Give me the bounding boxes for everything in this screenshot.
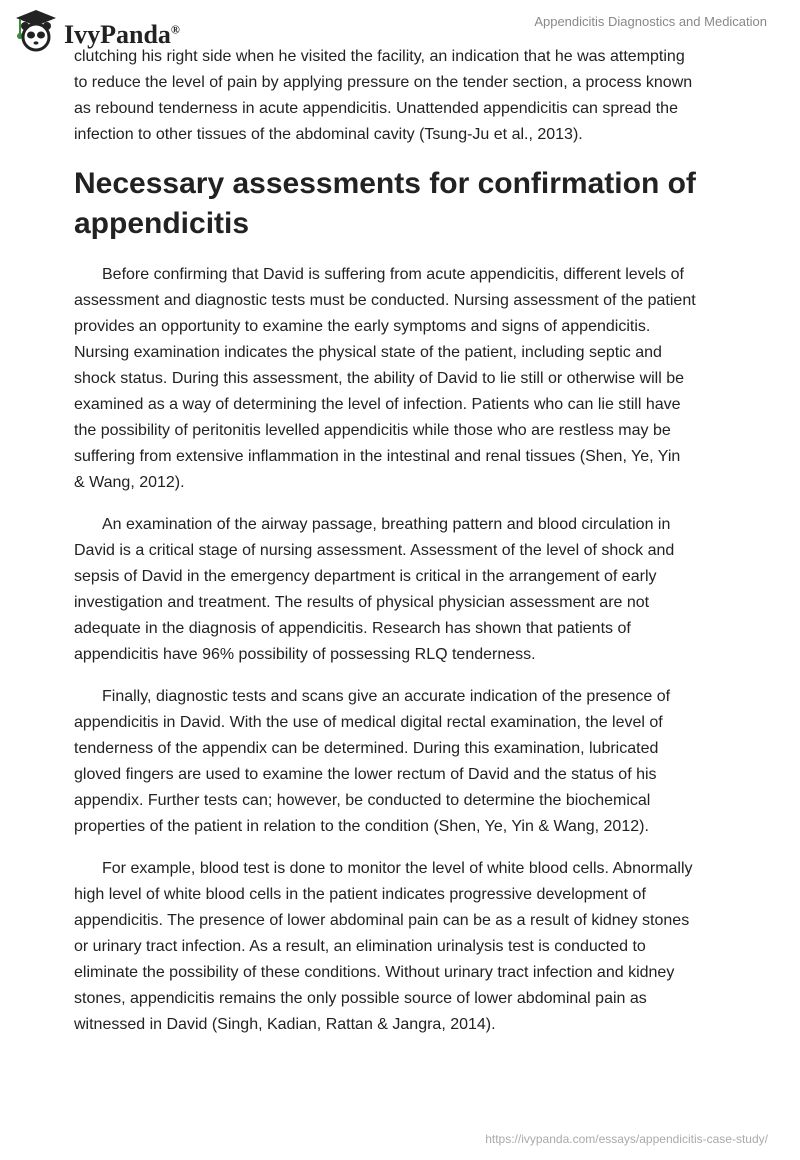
heading-line: appendicitis: [74, 207, 250, 240]
paragraph: [74, 44, 754, 148]
text-line: appendix. Further tests can; however, be conducted to determine the biochemical: [74, 792, 651, 809]
text-line: witnessed in David (Singh, Kadian, Rattan & Jangra, 2014).: [74, 1016, 496, 1033]
text-line: high level of white blood cells in the patient indicates progressive development of: [74, 886, 646, 903]
text-line: sepsis of David in the emergency department is critical in the arrangement of early: [74, 568, 657, 585]
text-line: or urinary tract infection. As a result, an elimination urinalysis test is conducted to: [74, 938, 646, 955]
text-line: assessment and diagnostic tests must be conducted. Nursing assessment of the patient: [74, 292, 696, 309]
text-line: David is a critical stage of nursing assessment. Assessment of the level of shock and: [74, 542, 675, 559]
text-line: eliminate the possibility of these conditions. Without urinary tract infection and kidney: [74, 964, 675, 981]
section-heading: [74, 164, 754, 244]
text-line: Nursing examination indicates the physical state of the patient, including septic and: [74, 344, 662, 361]
text-line: For example, blood test is done to monitor the level of white blood cells. Abnormally: [102, 860, 693, 877]
panda-graduate-icon: [12, 8, 58, 52]
text-line: tenderness of the appendix can be determined. During this examination, lubricated: [74, 740, 659, 757]
text-line: appendicitis in David. With the use of medical digital rectal examination, the level of: [74, 714, 663, 731]
text-line: & Wang, 2012).: [74, 474, 185, 491]
text-line: adequate in the diagnosis of appendicitis. Research has shown that patients of: [74, 620, 631, 637]
text-line: An examination of the airway passage, breathing pattern and blood circulation in: [102, 516, 671, 533]
text-line: Before confirming that David is suffering from acute appendicitis, different levels of: [102, 266, 684, 283]
text-line: appendicitis have 96% possibility of possessing RLQ tenderness.: [74, 646, 536, 663]
text-line: properties of the patient in relation to the condition (Shen, Ye, Yin & Wang, 2012).: [74, 818, 649, 835]
text-line: examined as a way of determining the level of infection. Patients who can lie still have: [74, 396, 681, 413]
essay-content: [74, 44, 754, 1054]
text-line: infection to other tissues of the abdominal cavity (Tsung-Ju et al., 2013).: [74, 126, 583, 143]
text-line: stones, appendicitis remains the only possible source of lower abdominal pain as: [74, 990, 647, 1007]
text-line: suffering from extensive inflammation in the intestinal and renal tissues (Shen, Ye, Yin: [74, 448, 681, 465]
text-line: gloved fingers are used to examine the lower rectum of David and the status of his: [74, 766, 657, 783]
text-line: investigation and treatment. The results of physical physician assessment are not: [74, 594, 650, 611]
heading-line: Necessary assessments for confirmation of: [74, 167, 696, 200]
text-line: the possibility of peritonitis levelled appendicitis while those who are restless may be: [74, 422, 671, 439]
text-line: Finally, diagnostic tests and scans give an accurate indication of the presence of: [102, 688, 671, 705]
text-line: as rebound tenderness in acute appendicitis. Unattended appendicitis can spread the: [74, 100, 678, 117]
text-line: appendicitis. The presence of lower abdominal pain can be as a result of kidney stones: [74, 912, 690, 929]
text-line: provides an opportunity to examine the early symptoms and signs of appendicitis.: [74, 318, 651, 335]
text-line: to reduce the level of pain by applying pressure on the tender section, a process known: [74, 74, 693, 91]
paragraph: [74, 684, 754, 840]
paragraph: [74, 512, 754, 668]
source-url[interactable]: https://ivypanda.com/essays/appendicitis-case-study/: [485, 1132, 768, 1146]
text-line: shock status. During this assessment, the ability of David to lie still or otherwise will be: [74, 370, 685, 387]
logo-text: IvyPanda®: [64, 20, 180, 49]
document-title: Appendicitis Diagnostics and Medication: [534, 14, 767, 29]
paragraph: [74, 262, 754, 496]
text-line: clutching his right side when he visited the facility, an indication that he was attempting: [74, 48, 685, 65]
paragraph: [74, 856, 754, 1038]
